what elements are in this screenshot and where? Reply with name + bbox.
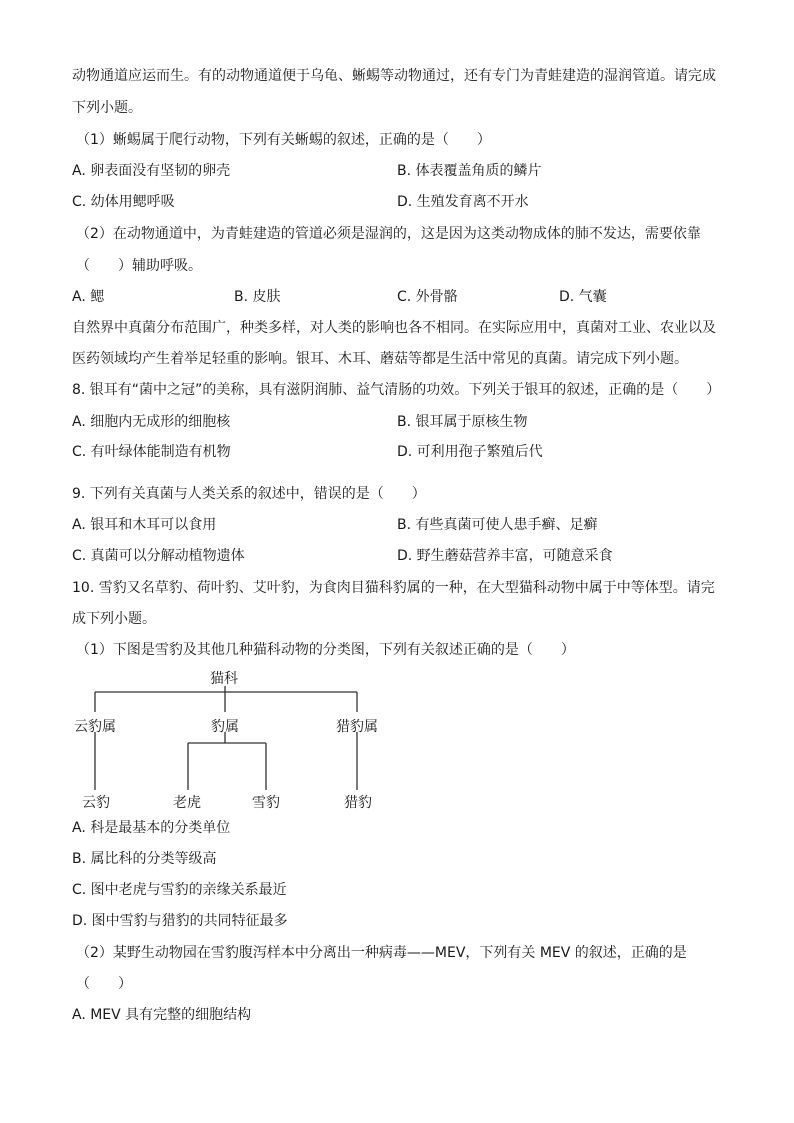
q10-1-option-c: C. 图中老虎与雪豹的亲缘关系最近 (72, 882, 287, 898)
q10-2-option-a: A. MEV 具有完整的细胞结构 (72, 1007, 252, 1023)
q7-1-option-b: B. 体表覆盖角质的鳞片 (397, 163, 542, 179)
q7-2-option-c: C. 外骨骼 (397, 289, 458, 305)
classification-tree (70, 666, 400, 816)
q7-1-option-d: D. 生殖发育离不开水 (397, 194, 529, 210)
q7-2-option-a: A. 鳃 (72, 289, 105, 305)
fungi-intro-line-1: 自然界中真菌分布范围广，种类多样，对人类的影响也各不相同。在实际应用中，真菌对工业、农业以及 (72, 320, 716, 336)
q10-stem-line-1: 10. 雪豹又名草豹、荷叶豹、艾叶豹，为食肉目猫科豹属的一种，在大型猫科动物中属于中等体型。请完 (72, 580, 715, 596)
q10-2-stem-line-1: （2）某野生动物园在雪豹腹泻样本中分离出一种病毒——MEV，下列有关 MEV 的叙述，正确的是 (76, 945, 687, 961)
q7-2-stem-line-1: （2）在动物通道中，为青蛙建造的管道必须是湿润的，这是因为这类动物成体的肺不发达，需要依靠 (76, 226, 701, 242)
q8-option-d: D. 可利用孢子繁殖后代 (397, 444, 543, 460)
q10-1-option-b: B. 属比科的分类等级高 (72, 851, 217, 867)
q7-2-stem-line-2: （ ）辅助呼吸。 (76, 258, 202, 274)
q8-option-c: C. 有叶绿体能制造有机物 (72, 444, 231, 460)
q9-option-d: D. 野生蘑菇营养丰富，可随意采食 (397, 548, 613, 564)
q7-2-option-b: B. 皮肤 (234, 289, 281, 305)
fungi-intro-line-2: 医药领域均产生着举足轻重的影响。银耳、木耳、蘑菇等都是生活中常见的真菌。请完成下列小题。 (72, 351, 688, 367)
tree-species-snow-leopard: 雪豹 (252, 795, 280, 811)
tree-genus-panthera: 豹属 (211, 719, 239, 735)
intro-line-1: 动物通道应运而生。有的动物通道便于乌龟、蜥蜴等动物通过，还有专门为青蛙建造的湿润管道。请完成 (72, 68, 716, 84)
q9-option-a: A. 银耳和木耳可以食用 (72, 517, 217, 533)
q10-1-stem: （1）下图是雪豹及其他几种猫科动物的分类图，下列有关叙述正确的是（ ） (76, 642, 575, 658)
q9-option-c: C. 真菌可以分解动植物遗体 (72, 548, 245, 564)
tree-genus-clouded-leopard: 云豹属 (74, 719, 116, 735)
q10-stem-line-2: 成下列小题。 (72, 611, 156, 627)
q8-option-a: A. 细胞内无成形的细胞核 (72, 414, 231, 430)
q10-1-option-d: D. 图中雪豹与猎豹的共同特征最多 (72, 913, 288, 929)
tree-species-clouded-leopard: 云豹 (82, 795, 110, 811)
q9-option-b: B. 有些真菌可使人患手癣、足癣 (397, 517, 598, 533)
q7-1-stem: （1）蜥蜴属于爬行动物，下列有关蜥蜴的叙述，正确的是（ ） (76, 132, 491, 148)
tree-species-cheetah: 猎豹 (344, 795, 372, 811)
intro-line-2: 下列小题。 (72, 100, 142, 116)
q7-2-option-d: D. 气囊 (559, 289, 607, 305)
tree-genus-cheetah: 猎豹属 (336, 719, 378, 735)
q10-2-stem-line-2: （ ） (76, 976, 132, 992)
q8-option-b: B. 银耳属于原核生物 (397, 414, 528, 430)
q8-stem: 8. 银耳有“菌中之冠”的美称，具有滋阴润肺、益气清肠的功效。下列关于银耳的叙述，正确的是（ ） (72, 382, 721, 398)
q7-1-option-a: A. 卵表面没有坚韧的卵壳 (72, 163, 231, 179)
tree-species-tiger: 老虎 (173, 795, 201, 811)
tree-root-family: 猫科 (210, 671, 238, 687)
q7-1-option-c: C. 幼体用鳃呼吸 (72, 194, 175, 210)
q10-1-option-a: A. 科是最基本的分类单位 (72, 820, 231, 836)
q9-stem: 9. 下列有关真菌与人类关系的叙述中，错误的是（ ） (72, 486, 426, 502)
